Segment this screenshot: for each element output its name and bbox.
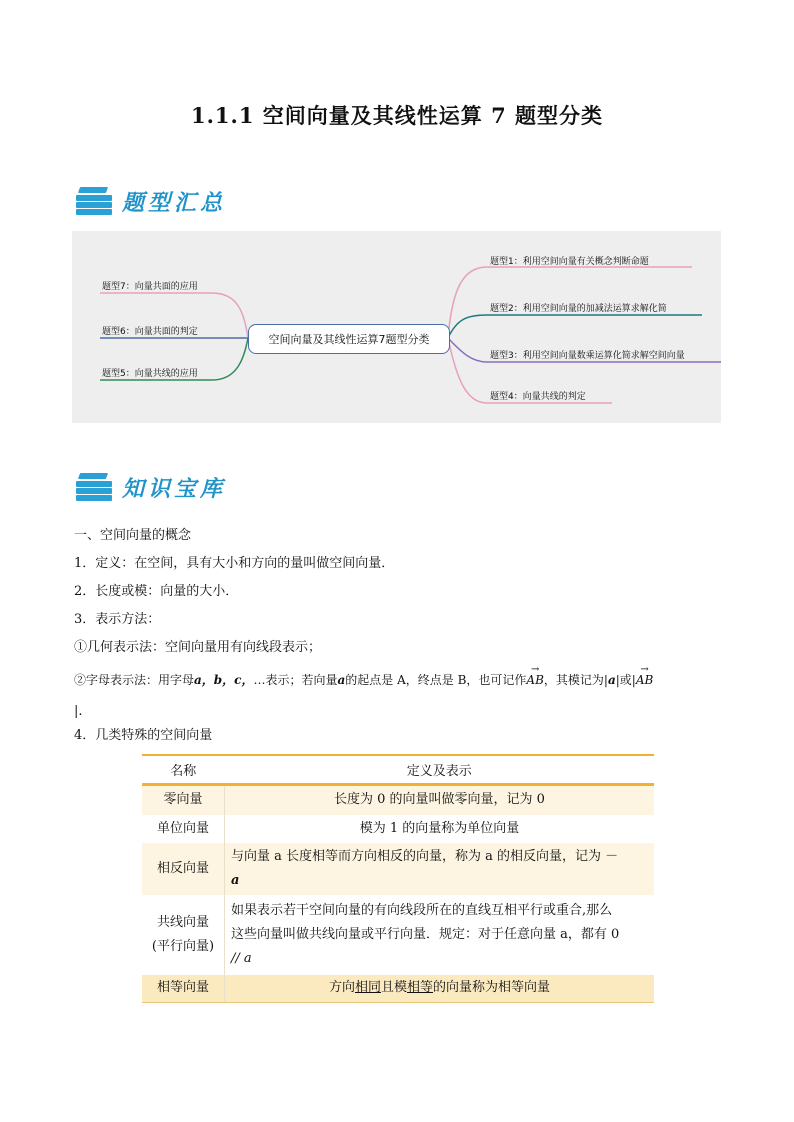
- table-cell: [225, 975, 655, 1003]
- section-header-knowledge: [76, 470, 226, 504]
- special-vectors-table: [142, 754, 654, 1003]
- mind-map-node: 题型1：利用空间向量有关概念判断命题: [490, 257, 649, 267]
- table-cell: 模为 1 的向量称为单位向量: [359, 820, 520, 836]
- paragraph: ①几何表示法：空间向量用有向线段表示；: [74, 640, 322, 655]
- section-header-summary: [76, 184, 226, 218]
- paragraph: 2．长度或模：向量的大小．: [74, 584, 239, 599]
- text-underlined: 相同: [354, 980, 381, 996]
- heading: 一、空间向量的概念: [74, 528, 192, 543]
- table-row: [142, 843, 654, 895]
- text: a: [337, 673, 346, 687]
- cell-line: 共线向量: [156, 914, 209, 930]
- text: ，其模记为|: [543, 673, 608, 687]
- section-title: 知识宝库: [122, 476, 227, 502]
- table-cell: 相反向量: [142, 843, 225, 895]
- text: …表示；若向量: [253, 673, 338, 687]
- mind-map-node: 题型4：向量共线的判定: [490, 392, 586, 402]
- table-cell: 长度为 0 的向量叫做零向量，记为 0: [225, 785, 655, 815]
- text: ②字母表示法：用字母: [74, 673, 195, 687]
- page-title: 1.1.1 空间向量及其线性运算 7 题型分类: [190, 103, 603, 128]
- table-header: 定义及表示: [225, 755, 655, 785]
- mind-map-node: 题型2：利用空间向量的加减法运算求解化简: [490, 304, 667, 314]
- paragraph: 1．定义：在空间，具有大小和方向的量叫做空间向量．: [74, 556, 395, 571]
- cell-line: // a: [231, 950, 252, 966]
- mind-map-node: 题型7：向量共面的应用: [102, 282, 198, 292]
- vector-ab: → AB: [636, 671, 653, 689]
- section-title: 题型汇总: [122, 190, 227, 216]
- paragraph: 4．几类特殊的空间向量: [74, 728, 213, 743]
- mind-map-node: 题型3：利用空间向量数乘运算化简求解空间向量: [490, 351, 685, 361]
- books-icon: [76, 185, 114, 217]
- cell-line: a: [231, 872, 240, 888]
- mind-map-center: 空间向量及其线性运算7题型分类: [248, 324, 450, 354]
- text: |或|: [615, 673, 636, 687]
- table-header-row: [142, 755, 654, 785]
- mind-map-node: 题型6：向量共面的判定: [102, 327, 198, 337]
- table-row: [142, 975, 654, 1003]
- paragraph-tail: |.: [74, 704, 83, 719]
- table-header: 名称: [142, 755, 225, 785]
- cell-line: 如果表示若干空间向量的有向线段所在的直线互相平行或重合,那么: [231, 902, 613, 918]
- text: 方向: [328, 980, 355, 996]
- table-row: [142, 785, 654, 815]
- vector-ab: → AB: [526, 671, 543, 689]
- cell-line: 这些向量叫做共线向量或平行向量．规定：对于任意向量 a，都有 0: [231, 926, 620, 942]
- branch-2: [448, 315, 702, 338]
- cell-line: 与向量 a 长度相等而方向相反的向量，称为 a 的相反向量，记为 －: [231, 848, 619, 864]
- text: a: [607, 673, 616, 687]
- table-cell: 单位向量: [142, 815, 225, 843]
- table-cell: [225, 843, 655, 895]
- table-row: [142, 815, 654, 843]
- mind-map-node: 题型5：向量共线的应用: [102, 369, 198, 379]
- text: a，b，c，: [194, 673, 254, 687]
- table-cell: 相等向量: [142, 975, 225, 1003]
- books-icon: [76, 471, 114, 503]
- table-cell: [225, 895, 655, 975]
- table-row: [142, 895, 654, 975]
- paragraph: 3．表示方法：: [74, 612, 161, 627]
- text-underlined: 相等: [407, 980, 434, 996]
- text: 且模: [380, 980, 407, 996]
- table-cell: [142, 895, 225, 975]
- text: 的向量称为相等向量: [433, 980, 551, 996]
- cell-line: (平行向量): [151, 938, 215, 954]
- text: 的起点是 A，终点是 B，也可记作: [345, 673, 527, 687]
- paragraph-notation: [74, 671, 653, 689]
- mind-map: [72, 231, 721, 423]
- table-cell: 零向量: [142, 785, 225, 815]
